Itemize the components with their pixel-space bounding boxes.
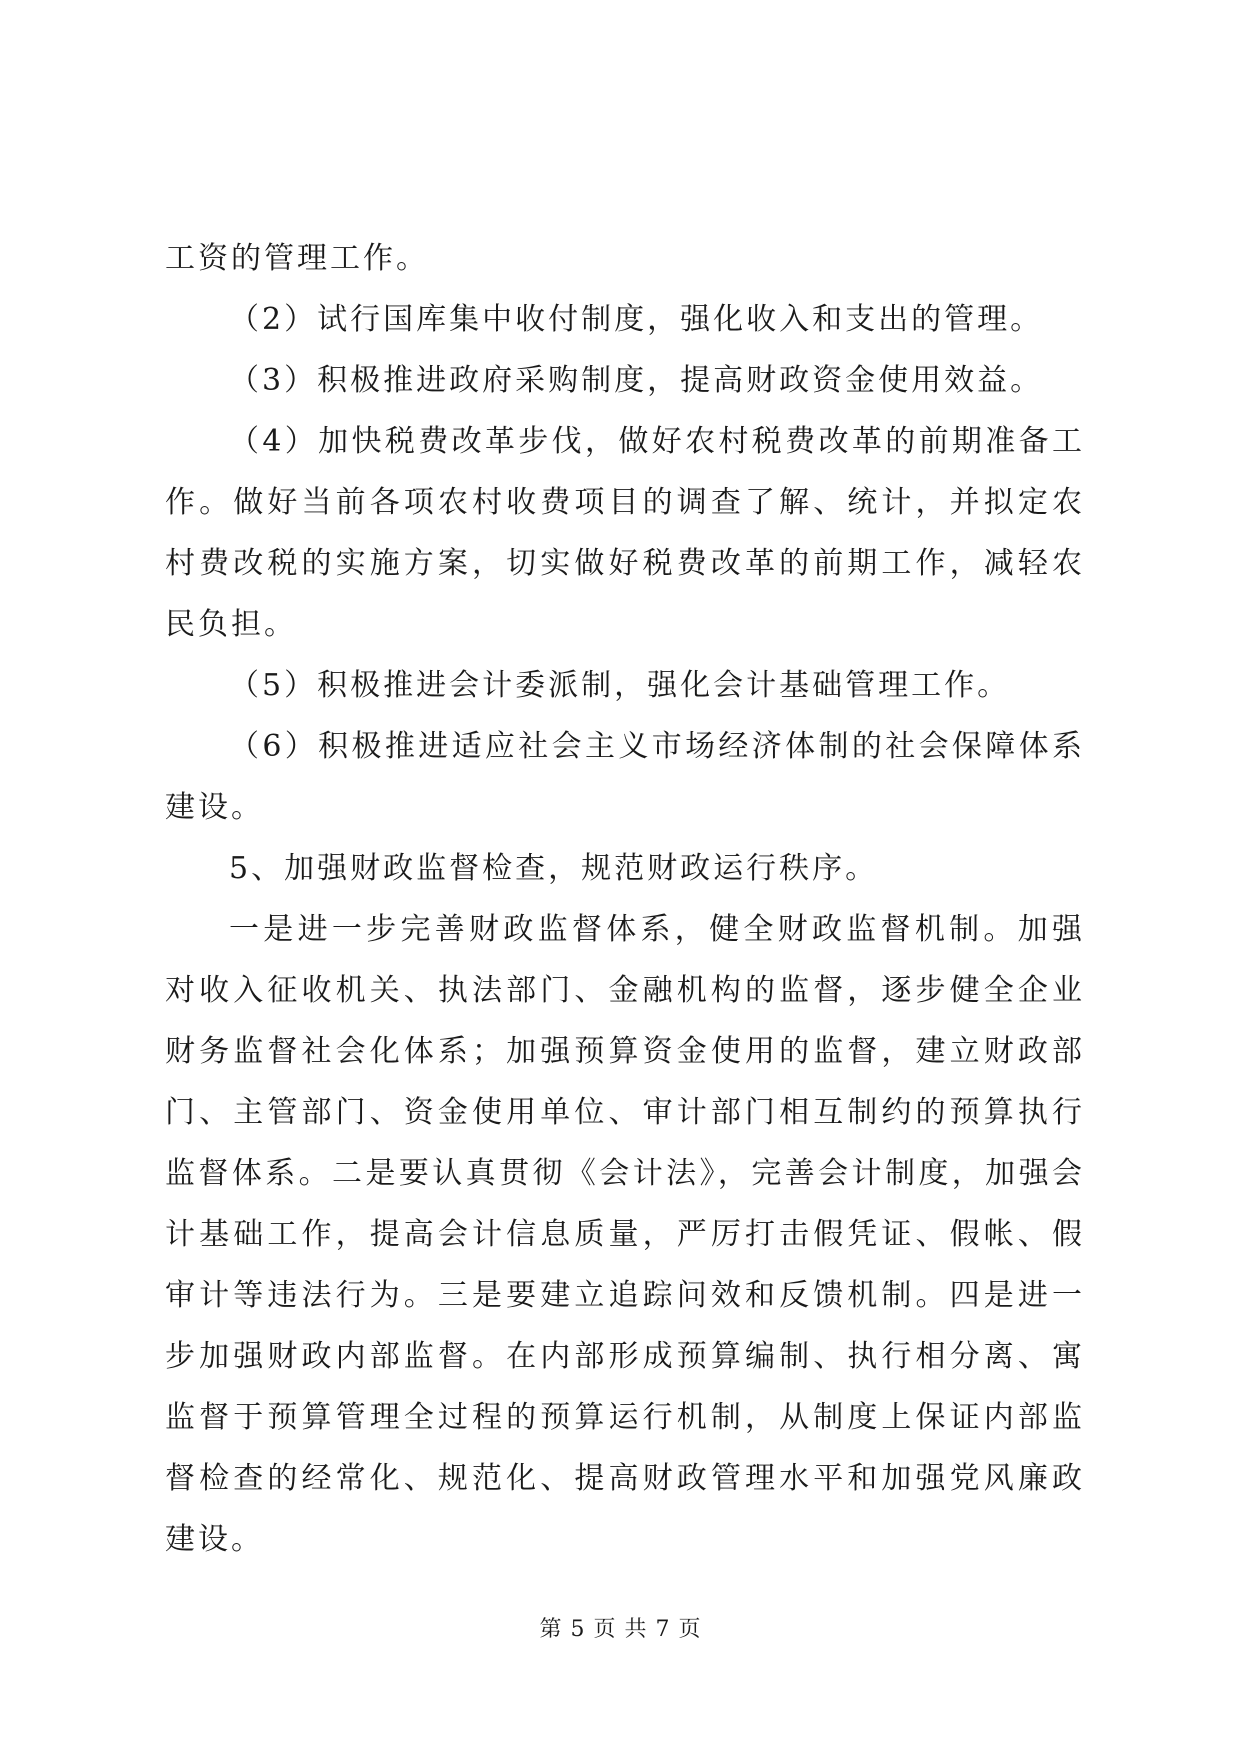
section-heading-5: 5、加强财政监督检查，规范财政运行秩序。 [229, 851, 879, 886]
paragraph-item-6: （6）积极推进适应社会主义市场经济体制的社会保障体系建设。 [165, 729, 1085, 825]
paragraph-supervision: 一是进一步完善财政监督体系，健全财政监督机制。加强对收入征收机关、执法部门、金融机构的监督，逐步健全企业财务监督社会化体系；加强预算资金使用的监督，建立财政部门、主管部门、资金使用单位、审计部门相互制约的预算执行监督体系。二是要认真贯彻《会计法》，完善会计制度，加强会计基础工作，提高会计信息质量，严厉打击假凭证、假帐、假审计等违法行为。三是要建立追踪问效和反馈机制。四是进一步加强财政内部监督。在内部形成预算编制、执行相分离、寓监督于预算管理全过程的预算运行机制，从制度上保证内部监督检查的经常化、规范化、提高财政管理水平和加强党风廉政建设。 [165, 912, 1085, 1557]
paragraph-item-4: （4）加快税费改革步伐，做好农村税费改革的前期准备工作。做好当前各项农村收费项目的调查了解、统计，并拟定农村费改税的实施方案，切实做好税费改革的前期工作，减轻农民负担。 [165, 424, 1085, 642]
paragraph-item-2: （2）试行国库集中收付制度，强化收入和支出的管理。 [229, 302, 1044, 337]
page-number-footer: 第 5 页 共 7 页 [539, 1617, 702, 1642]
paragraph-item-3: （3）积极推进政府采购制度，提高财政资金使用效益。 [229, 363, 1044, 398]
document-body [165, 228, 1085, 1570]
paragraph-continuation: 工资的管理工作。 [165, 241, 429, 276]
paragraph-item-5: （5）积极推进会计委派制，强化会计基础管理工作。 [229, 668, 1011, 703]
